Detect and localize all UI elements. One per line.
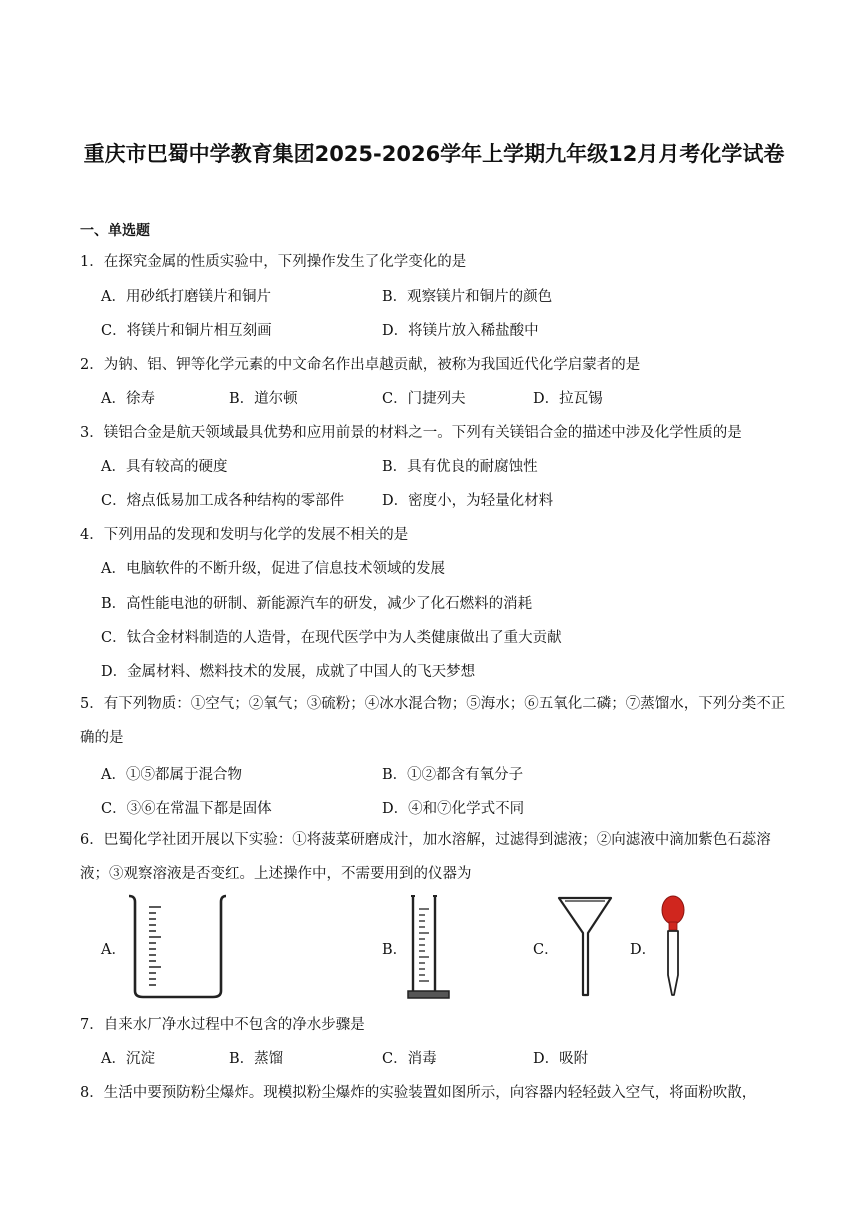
dropper-icon <box>655 893 691 1001</box>
q1-option-a: A．用砂纸打磨镁片和铜片 <box>101 289 271 305</box>
q4-option-a: A．电脑软件的不断升级，促进了信息技术领域的发展 <box>101 561 445 577</box>
q1-option-b: B．观察镁片和铜片的颜色 <box>382 289 553 305</box>
q5-option-b: B．①②都含有氧分子 <box>382 767 524 783</box>
q3-option-b: B．具有优良的耐腐蚀性 <box>382 459 538 475</box>
q3-option-c: C．熔点低易加工成各种结构的零部件 <box>101 493 345 509</box>
q6-option-d: D． <box>630 942 657 958</box>
q4-option-b: B．高性能电池的研制、新能源汽车的研发，减少了化石燃料的消耗 <box>101 596 533 612</box>
q4-option-d: D．金属材料、燃料技术的发展，成就了中国人的飞天梦想 <box>101 664 476 680</box>
graduated-cylinder-icon <box>405 893 455 1001</box>
page-title: 重庆市巴蜀中学教育集团2025-2026学年上学期九年级12月月考化学试卷 <box>83 142 785 166</box>
q4-option-c: C．钛合金材料制造的人造骨，在现代医学中为人类健康做出了重大贡献 <box>101 630 562 646</box>
question-3-stem: 3．镁铝合金是航天领域最具优势和应用前景的材料之一。下列有关镁铝合金的描述中涉及化学性质的是 <box>80 425 742 441</box>
q7-option-d: D．吸附 <box>533 1051 589 1067</box>
q2-option-d: D．拉瓦锡 <box>533 391 603 407</box>
question-6-stem: 6．巴蜀化学社团开展以下实验：①将菠菜研磨成汁，加水溶解，过滤得到滤液；②向滤液中滴加紫色石蕊溶液；③观察溶液是否变红。上述操作中，不需要用到的仪器为 <box>80 832 771 882</box>
q5-option-a: A．①⑤都属于混合物 <box>101 767 242 783</box>
q6-option-c: C． <box>533 942 559 958</box>
q5-option-c: C．③⑥在常温下都是固体 <box>101 801 272 817</box>
question-8-stem: 8．生活中要预防粉尘爆炸。现模拟粉尘爆炸的实验装置如图所示，向容器内轻轻鼓入空气，将面粉吹散， <box>80 1085 757 1101</box>
q7-option-a: A．沉淀 <box>101 1051 155 1067</box>
q6-option-b: B． <box>382 942 408 958</box>
q2-option-a: A．徐寿 <box>101 391 155 407</box>
question-5-stem: 5．有下列物质：①空气；②氧气；③硫粉；④冰水混合物；⑤海水；⑥五氧化二磷；⑦蒸馏水，下列分类不正确的是 <box>80 696 786 746</box>
section-heading: 一、单选题 <box>80 223 150 239</box>
q3-option-a: A．具有较高的硬度 <box>101 459 228 475</box>
question-4-stem: 4．下列用品的发现和发明与化学的发展不相关的是 <box>80 527 409 543</box>
q7-option-c: C．消毒 <box>382 1051 437 1067</box>
q2-option-b: B．道尔顿 <box>229 391 298 407</box>
q1-option-d: D．将镁片放入稀盐酸中 <box>382 323 539 339</box>
q7-option-b: B．蒸馏 <box>229 1051 284 1067</box>
q2-option-c: C．门捷列夫 <box>382 391 466 407</box>
funnel-icon <box>557 895 613 999</box>
q6-option-a: A． <box>101 942 126 958</box>
question-7-stem: 7．自来水厂净水过程中不包含的净水步骤是 <box>80 1017 365 1033</box>
q3-option-d: D．密度小，为轻量化材料 <box>382 493 554 509</box>
question-2-stem: 2．为钠、铝、钾等化学元素的中文命名作出卓越贡献，被称为我国近代化学启蒙者的是 <box>80 357 641 373</box>
question-1-stem: 1．在探究金属的性质实验中，下列操作发生了化学变化的是 <box>80 254 467 270</box>
beaker-icon <box>125 893 230 1001</box>
q1-option-c: C．将镁片和铜片相互刻画 <box>101 323 272 339</box>
q5-option-d: D．④和⑦化学式不同 <box>382 801 525 817</box>
